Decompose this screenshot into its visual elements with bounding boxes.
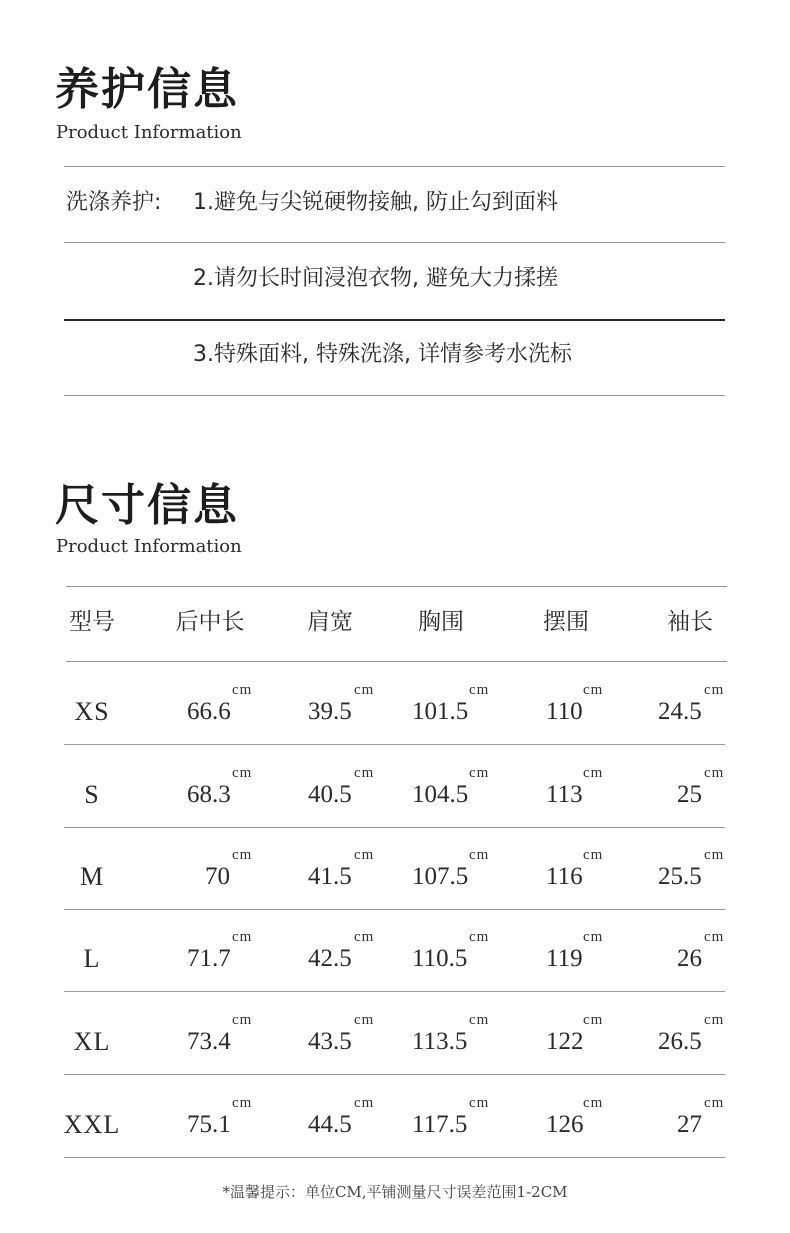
measurement-value: 116: [546, 863, 583, 890]
divider: [64, 909, 725, 910]
unit-label: cm: [583, 682, 604, 698]
divider: [64, 166, 725, 167]
unit-label: cm: [704, 765, 725, 781]
unit-label: cm: [704, 929, 725, 945]
measurement-value: 71.7: [187, 945, 231, 972]
unit-label: cm: [232, 1012, 253, 1028]
measurement-value: 119: [546, 945, 583, 972]
unit-label: cm: [232, 1095, 253, 1111]
measurement-value: 107.5: [412, 863, 469, 890]
size-label: XXL: [63, 1110, 121, 1139]
measurement-value: 113.5: [412, 1028, 468, 1055]
unit-label: cm: [583, 847, 604, 863]
unit-label: cm: [704, 682, 725, 698]
unit-label: cm: [232, 765, 253, 781]
size-note: *温馨提示：单位CM,平铺测量尺寸误差范围1-2CM: [222, 1183, 568, 1201]
divider: [64, 1074, 725, 1075]
measurement-value: 24.5: [658, 698, 702, 725]
column-header: 胸围: [418, 609, 464, 635]
measurement-value: 110: [546, 698, 583, 725]
care-label: 洗涤养护:: [66, 190, 162, 215]
unit-label: cm: [469, 765, 490, 781]
measurement-value: 39.5: [308, 698, 352, 725]
divider: [64, 319, 725, 321]
measurement-value: 73.4: [187, 1028, 231, 1055]
measurement-value: 25: [677, 781, 702, 808]
care-item-3: 3.特殊面料, 特殊洗涤, 详情参考水洗标: [193, 342, 572, 367]
unit-label: cm: [583, 765, 604, 781]
unit-label: cm: [704, 1095, 725, 1111]
unit-label: cm: [583, 929, 604, 945]
unit-label: cm: [354, 765, 375, 781]
measurement-value: 110.5: [412, 945, 468, 972]
unit-label: cm: [354, 1012, 375, 1028]
measurement-value: 26.5: [658, 1028, 702, 1055]
unit-label: cm: [469, 682, 490, 698]
measurement-value: 122: [546, 1028, 584, 1055]
care-subtitle: Product Information: [56, 122, 242, 143]
column-header: 肩宽: [307, 609, 353, 635]
size-label: XL: [73, 1027, 111, 1056]
measurement-value: 126: [546, 1111, 584, 1138]
unit-label: cm: [469, 1095, 490, 1111]
size-label: S: [84, 780, 100, 809]
divider: [64, 395, 725, 396]
column-header: 摆围: [543, 609, 589, 635]
care-item-1: 1.避免与尖锐硬物接触, 防止勾到面料: [193, 190, 558, 215]
unit-label: cm: [232, 847, 253, 863]
divider: [66, 586, 727, 587]
unit-label: cm: [469, 1012, 490, 1028]
measurement-value: 117.5: [412, 1111, 468, 1138]
measurement-value: 66.6: [187, 698, 231, 725]
unit-label: cm: [354, 1095, 375, 1111]
measurement-value: 104.5: [412, 781, 469, 808]
unit-label: cm: [232, 682, 253, 698]
measurement-value: 68.3: [187, 781, 231, 808]
size-label: XS: [74, 697, 110, 726]
column-header: 型号: [69, 609, 115, 635]
unit-label: cm: [354, 929, 375, 945]
unit-label: cm: [704, 1012, 725, 1028]
unit-label: cm: [469, 847, 490, 863]
divider: [64, 991, 725, 992]
divider: [66, 661, 727, 662]
unit-label: cm: [354, 847, 375, 863]
care-title: 养护信息: [55, 64, 239, 115]
unit-label: cm: [583, 1095, 604, 1111]
divider: [64, 744, 725, 745]
unit-label: cm: [354, 682, 375, 698]
measurement-value: 40.5: [308, 781, 352, 808]
care-item-2: 2.请勿长时间浸泡衣物, 避免大力揉搓: [193, 266, 558, 291]
measurement-value: 25.5: [658, 863, 702, 890]
unit-label: cm: [232, 929, 253, 945]
size-subtitle: Product Information: [56, 536, 242, 557]
unit-label: cm: [469, 929, 490, 945]
measurement-value: 70: [205, 863, 230, 890]
measurement-value: 44.5: [308, 1111, 352, 1138]
unit-label: cm: [704, 847, 725, 863]
size-label: L: [83, 944, 101, 973]
divider: [64, 1157, 725, 1158]
measurement-value: 101.5: [412, 698, 469, 725]
unit-label: cm: [583, 1012, 604, 1028]
column-header: 后中长: [175, 609, 245, 635]
size-title: 尺寸信息: [55, 480, 239, 531]
measurement-value: 41.5: [308, 863, 352, 890]
measurement-value: 27: [677, 1111, 702, 1138]
measurement-value: 26: [677, 945, 702, 972]
column-header: 袖长: [667, 609, 713, 635]
divider: [64, 827, 725, 828]
measurement-value: 43.5: [308, 1028, 352, 1055]
size-label: M: [79, 862, 105, 891]
measurement-value: 75.1: [187, 1111, 231, 1138]
measurement-value: 42.5: [308, 945, 352, 972]
measurement-value: 113: [546, 781, 583, 808]
divider: [64, 242, 725, 243]
